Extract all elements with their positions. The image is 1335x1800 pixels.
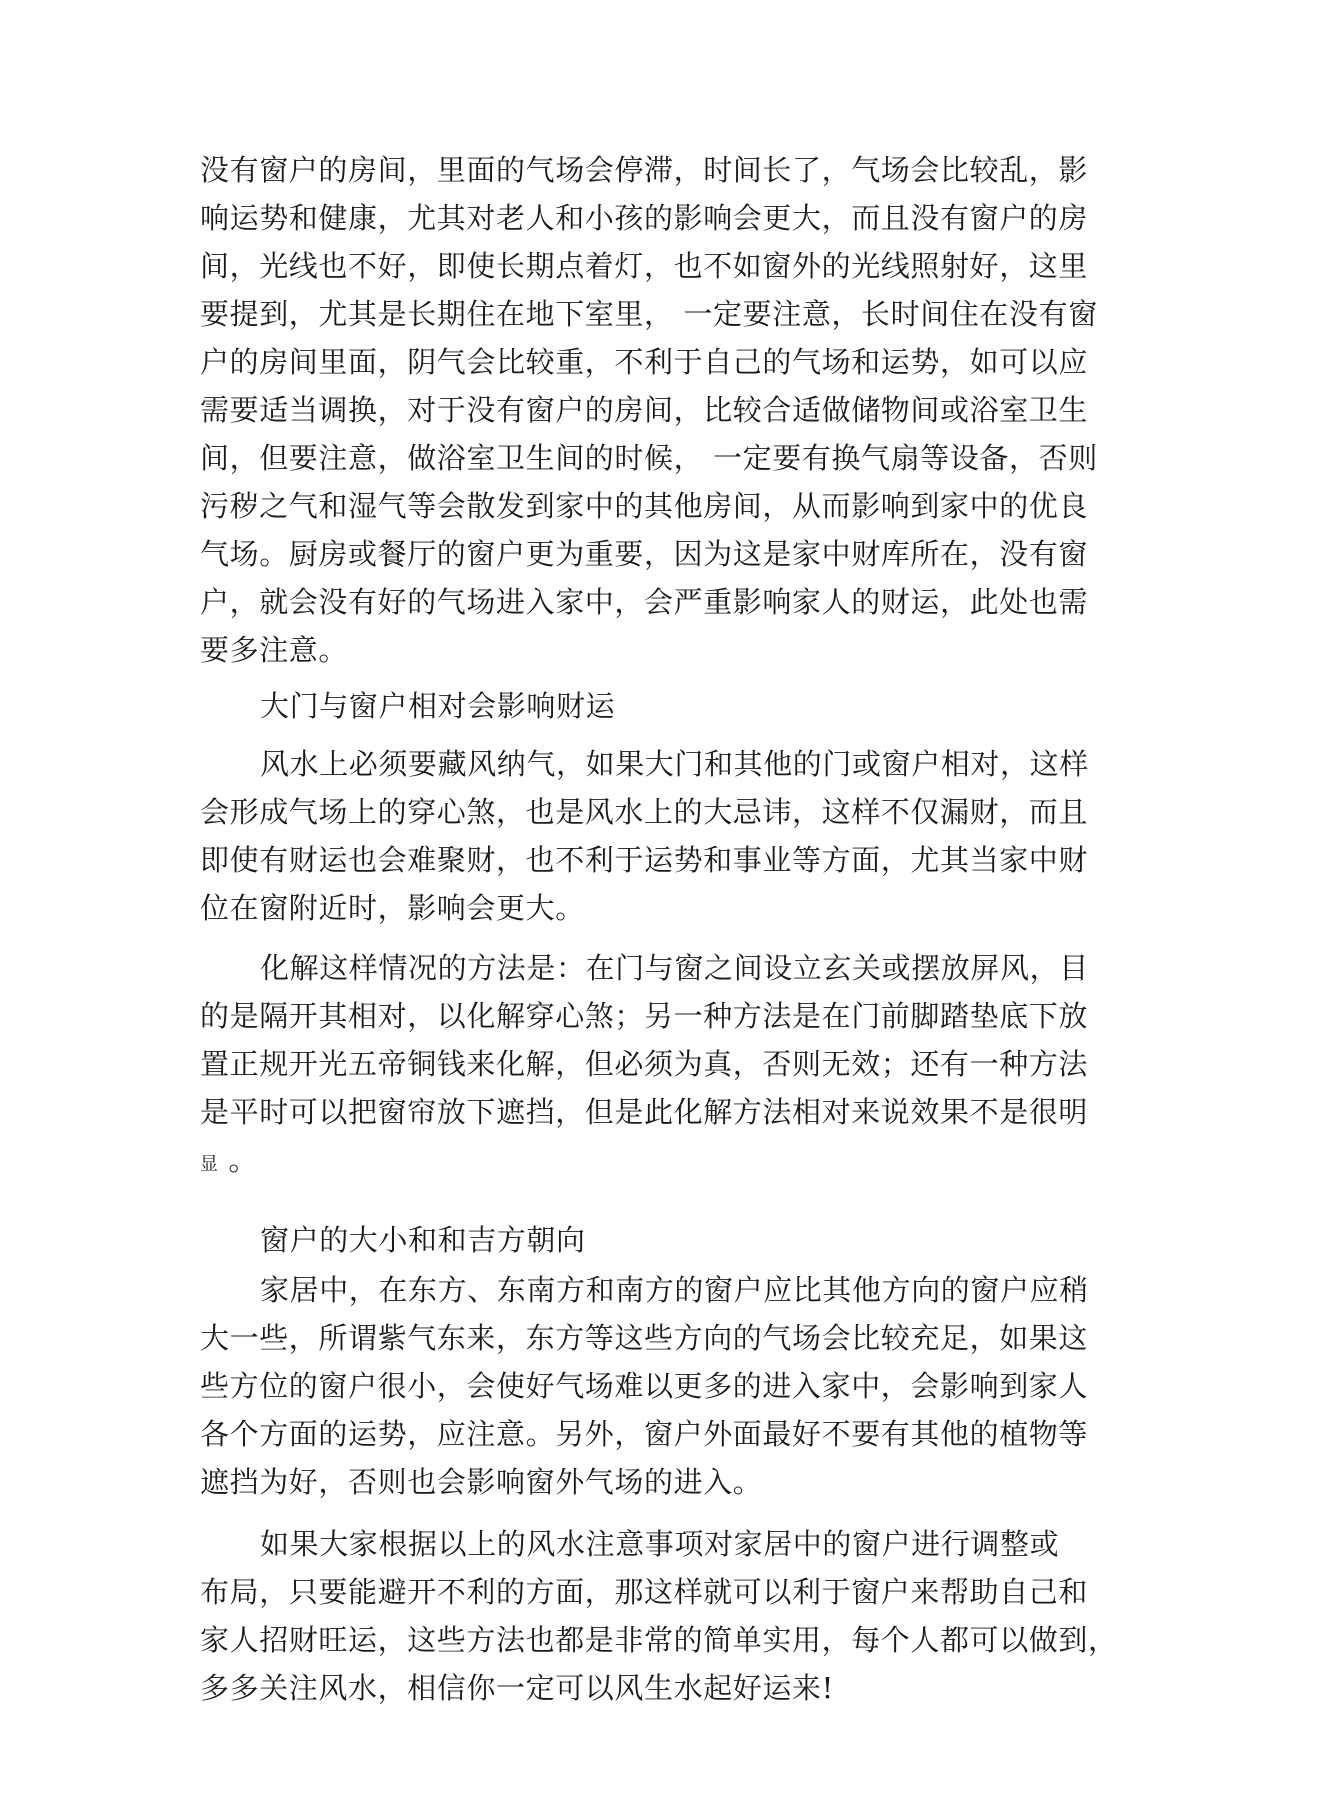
text-line: 户的房间里面，阴气会比较重，不利于自己的气场和运势，如可以应 [200, 345, 1089, 379]
text-line: 风水上必须要藏风纳气，如果大门和其他的门或窗户相对，这样 [260, 747, 1089, 781]
text-line: 间，但要注意，做浴室卫生间的时候， 一定要有换气扇等设备，否则 [200, 441, 1098, 475]
section-heading-door-window [200, 682, 1135, 730]
text-line: 遮挡为好，否则也会影响窗外气场的进入。 [200, 1465, 763, 1499]
text-line: 间，光线也不好，即使长期点着灯，也不如窗外的光线照射好，这里 [200, 249, 1089, 283]
text-line: 要多注意。 [200, 633, 349, 667]
text-line: 污秽之气和湿气等会散发到家中的其他房间，从而影响到家中的优良 [200, 489, 1089, 523]
text-line: 的是隔开其相对，以化解穿心煞；另一种方法是在门前脚踏垫底下放 [200, 999, 1089, 1033]
text-line: 气场。厨房或餐厅的窗户更为重要，因为这是家中财库所在，没有窗 [200, 537, 1089, 571]
text-line: 户，就会没有好的气场进入家中，会严重影响家人的财运，此处也需 [200, 585, 1089, 619]
text-line: 家居中，在东方、东南方和南方的窗户应比其他方向的窗户应稍 [260, 1273, 1089, 1307]
tail-small-char: 显 [200, 1154, 219, 1175]
text-line: 些方位的窗户很小，会使好气场难以更多的进入家中，会影响到家人 [200, 1369, 1089, 1403]
text-line: 如果大家根据以上的风水注意事项对家居中的窗户进行调整或 [260, 1527, 1060, 1561]
text-line: 即使有财运也会难聚财，也不利于运势和事业等方面，尤其当家中财 [200, 843, 1089, 877]
paragraph-door-window-facing [200, 740, 1135, 932]
text-line: 没有窗户的房间，里面的气场会停滞，时间长了，气场会比较乱，影 [200, 153, 1089, 187]
text-line: 布局，只要能避开不利的方面，那这样就可以利于窗户来帮助自己和 [200, 1575, 1089, 1609]
heading-text: 窗户的大小和和吉方朝向 [260, 1223, 586, 1257]
text-line: 要提到，尤其是长期住在地下室里， 一定要注意，长时间住在没有窗 [200, 297, 1098, 331]
text-line: 家人招财旺运，这些方法也都是非常的简单实用，每个人都可以做到， [200, 1623, 1118, 1657]
paragraph-conclusion [200, 1520, 1135, 1712]
paragraph-no-window-rooms [200, 146, 1135, 674]
text-line: 响运势和健康，尤其对老人和小孩的影响会更大，而且没有窗户的房 [200, 201, 1089, 235]
text-line: 位在窗附近时，影响会更大。 [200, 891, 585, 925]
heading-text: 大门与窗户相对会影响财运 [260, 689, 616, 723]
tail-punctuation: 。 [218, 1143, 259, 1177]
text-line: 化解这样情况的方法是：在门与窗之间设立玄关或摆放屏风，目 [260, 951, 1089, 985]
text-line: 多多关注风水，相信你一定可以风生水起好运来! [200, 1671, 834, 1705]
paragraph-remedy-methods [200, 944, 1135, 1184]
section-heading-window-size [200, 1216, 1135, 1264]
paragraph-window-directions [200, 1266, 1135, 1506]
text-line: 会形成气场上的穿心煞，也是风水上的大忌讳，这样不仅漏财，而且 [200, 795, 1089, 829]
text-line: 大一些，所谓紫气东来，东方等这些方向的气场会比较充足，如果这 [200, 1321, 1089, 1355]
text-line: 各个方面的运势，应注意。另外，窗户外面最好不要有其他的植物等 [200, 1417, 1089, 1451]
text-line: 置正规开光五帝铜钱来化解，但必须为真，否则无效；还有一种方法 [200, 1047, 1089, 1081]
text-line-tail [200, 1136, 1135, 1184]
text-line: 需要适当调换，对于没有窗户的房间，比较合适做储物间或浴室卫生 [200, 393, 1089, 427]
text-line: 是平时可以把窗帘放下遮挡，但是此化解方法相对来说效果不是很明 [200, 1095, 1089, 1129]
